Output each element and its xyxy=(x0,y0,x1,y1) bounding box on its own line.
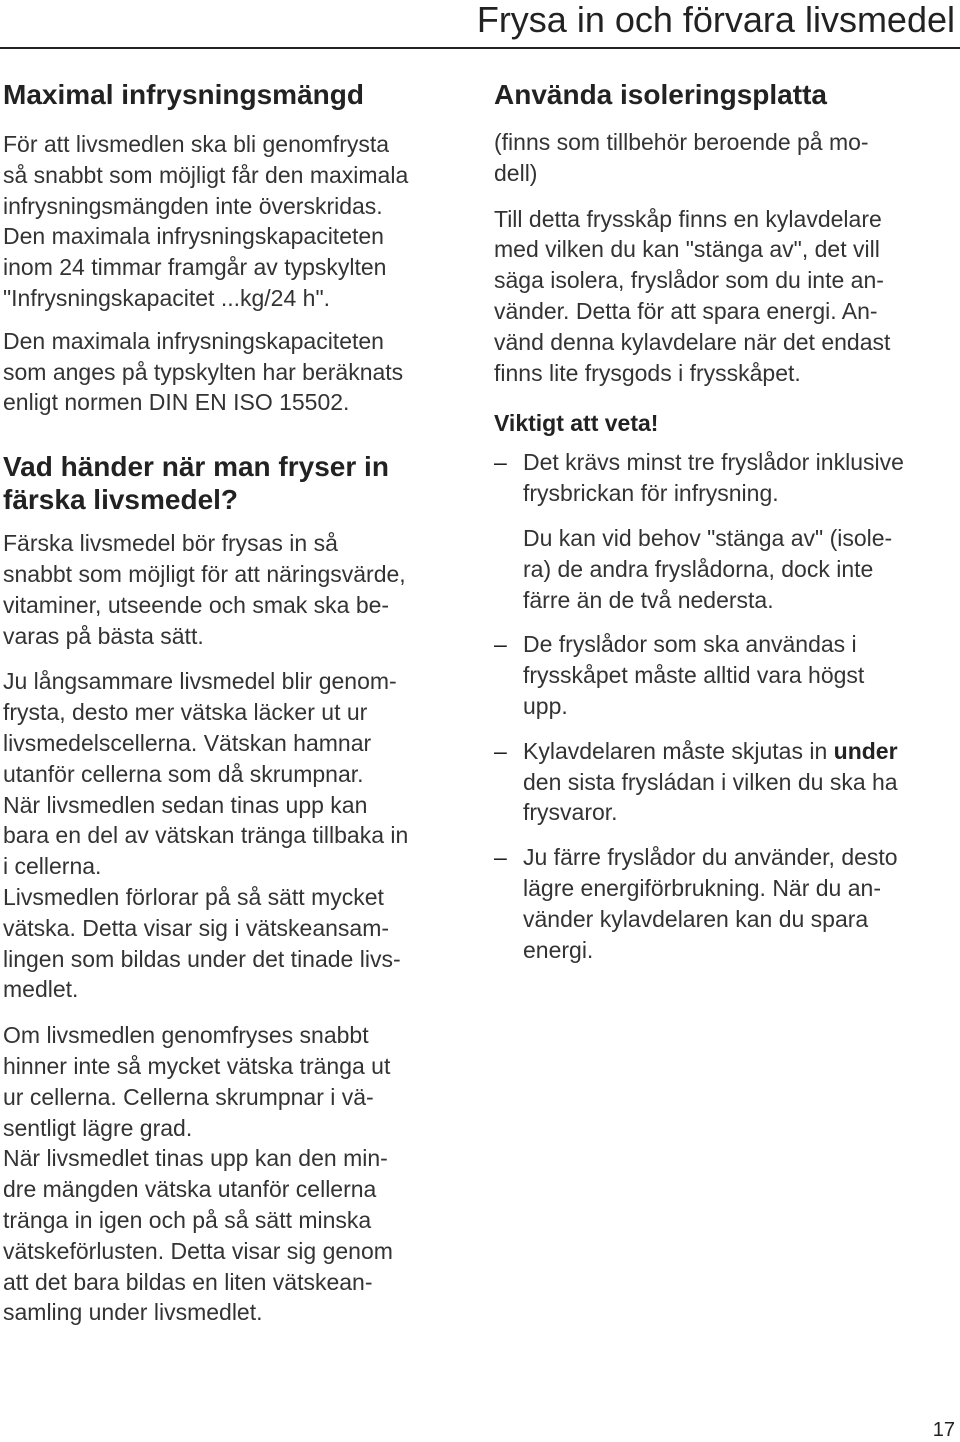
right-column xyxy=(494,78,956,979)
paragraph-farska-livsmedel: Färska livsmedel bör frysas in så snabbt som möjligt för att näringsvärde, vitaminer, utseende och smak ska be- varas på bästa sätt. xyxy=(3,530,406,649)
list-item xyxy=(494,842,956,965)
dash-bullet: – xyxy=(494,449,507,476)
bullet-list xyxy=(494,447,956,965)
list-item xyxy=(494,629,956,721)
subheading-viktigt-att-veta: Viktigt att veta! xyxy=(494,410,659,437)
list-item-text: Det krävs minst tre fryslådor inklusive frysbrickan för infrysning. xyxy=(523,449,904,507)
list-item-text-before: Kylavdelaren måste skjutas in xyxy=(523,737,834,764)
paragraph-kylavdelare: Till detta frysskåp finns en kylavdelare med vilken du kan "stänga av", det vill säga isolera, fryslådor som du inte an- vänder. Detta för att spara energi. An- vänd denna kylavdelare när det endast finns lite frysgods i frysskåpet. xyxy=(494,205,891,386)
paragraph-tillbehor: (finns som tillbehör beroende på mo- dell) xyxy=(494,129,869,186)
list-item-text: De fryslådor som ska användas i frysskåpet måste alltid vara högst upp. xyxy=(523,631,865,719)
dash-bullet: – xyxy=(494,844,507,871)
header-rule xyxy=(0,47,960,49)
list-item-extra-text: Du kan vid behov "stänga av" (isole- ra) de andra fryslådorna, dock inte färre än de två nedersta. xyxy=(523,524,893,613)
page-number: 17 xyxy=(932,1419,955,1441)
paragraph-max-capacity: För att livsmedlen ska bli genomfrysta så snabbt som möjligt får den maximala infrysningsmängden inte överskridas. Den maximala infrysningskapaciteten inom 24 timmar framgår av typskylten "Infrysningskapacitet ...kg/24 h". xyxy=(3,131,409,311)
heading-anvanda-isoleringsplatta: Använda isoleringsplatta xyxy=(494,79,827,110)
paragraph-din-norm: Den maximala infrysningskapaciteten som anges på typskylten har beräknats enligt normen DIN EN ISO 15502. xyxy=(3,327,404,416)
list-item xyxy=(494,736,956,828)
list-item-text-after: den sista frysládan i vilken du ska ha frysvaror. xyxy=(523,768,898,826)
page-header-title: Frysa in och förvara livsmedel xyxy=(476,0,955,40)
left-column xyxy=(3,78,473,1328)
heading-maximal-infrysningsmangd: Maximal infrysningsmängd xyxy=(3,79,364,110)
paragraph-snabbt-genomfryses: Om livsmedlen genomfryses snabbt hinner inte så mycket vätska tränga ut ur cellerna. Cellerna skrumpnar i vä- sentligt lägre grad. När livsmedlet tinas upp kan den min- dre mängden vätska utanför cellerna tränga in igen och på så sätt minska vätskeförlusten. Detta visar sig genom att det bara bildas en liten vätskean- samling under livsmedlet. xyxy=(3,1022,393,1326)
list-item-text xyxy=(523,736,956,828)
dash-bullet: – xyxy=(494,737,507,764)
list-item xyxy=(494,447,956,615)
list-item-text-bold: under xyxy=(833,737,898,764)
list-item-text: Ju färre fryslådor du använder, desto lägre energiförbrukning. När du an- vänder kylavdelaren kan du spara energi. xyxy=(523,844,898,963)
dash-bullet: – xyxy=(494,631,507,658)
heading-vad-hander: Vad händer när man fryser in färska livsmedel? xyxy=(3,451,389,516)
paragraph-langsammare: Ju långsammare livsmedel blir genom- frysta, desto mer vätska läcker ut ur livsmedelscellerna. Vätskan hamnar utanför cellerna som då skrumpnar. När livsmedlen sedan tinas upp kan bara en del av vätskan tränga tillbaka in i cellerna. Livsmedlen förlorar på så sätt mycket vätska. Detta visar sig i vätskeansam- lingen som bildas under det tinade livs- medlet. xyxy=(3,668,409,1003)
